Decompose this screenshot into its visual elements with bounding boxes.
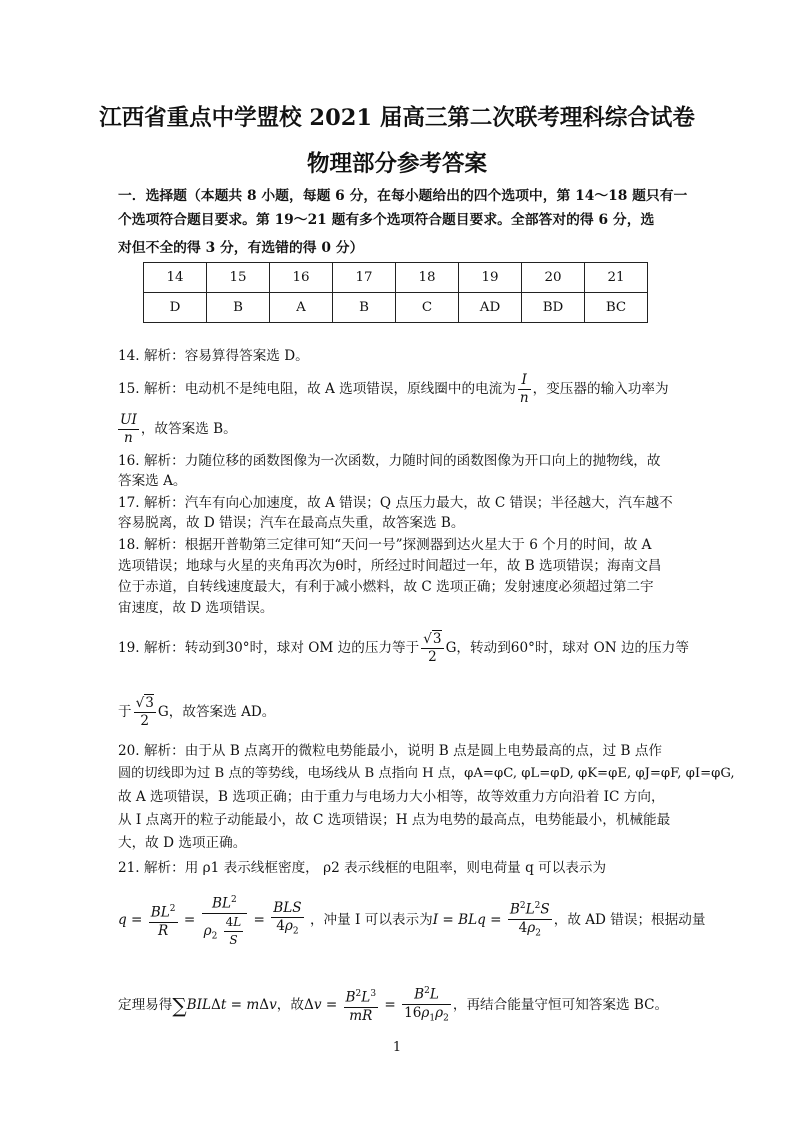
question-number: 20 (522, 263, 585, 293)
q18-explanation-line4: 宙速度，故 D 选项错误。 (118, 600, 274, 616)
q21-text: ，冲量 I 可以表示为 (309, 912, 433, 928)
answer-table-question-row (144, 263, 648, 293)
answer-cell: BD (522, 293, 585, 323)
question-number: 15 (207, 263, 270, 293)
q16-explanation-line2: 答案选 A。 (118, 473, 187, 489)
q19-text: 19. 解析：转动到30°时，球对 OM 边的压力等于 (118, 640, 420, 656)
question-number: 17 (333, 263, 396, 293)
q21-text: 定理易得 (118, 997, 173, 1013)
q21-text: ，故 AD 错误；根据动量 (553, 912, 706, 928)
q18-explanation-line2: 选项错误；地球与火星的夹角再次为θ时，所经过时间超过一年，故 B 选项错误；海南文昌 (118, 558, 662, 574)
section-header-line1: 一．选择题（本题共 8 小题，每题 6 分，在每小题给出的四个选项中，第 14～18 题只有一 (118, 188, 688, 204)
q19-text: G，转动到60°时，球对 ON 边的压力等 (445, 640, 689, 656)
answer-cell: B (333, 293, 396, 323)
q15-text: 15. 解析：电动机不是纯电阻，故 A 选项错误，原线圈中的电流为 (118, 381, 516, 397)
q20-explanation-line3: 故 A 选项错误，B 选项正确；由于重力与电场力大小相等，故等效重力方向沿着 IC 方向， (118, 789, 665, 805)
q18-explanation-line3: 位于赤道，自转线速度最大，有利于减小燃料，故 C 选项正确；发射速度必须超过第二宇 (118, 579, 654, 595)
page-number: 1 (392, 1040, 402, 1055)
q19-explanation-line2 (118, 692, 275, 732)
q20-explanation-line5: 大，故 D 选项正确。 (118, 835, 247, 851)
q20-explanation-line2: 圆的切线即为过 B 点的等势线，电场线从 B 点指向 H 点，φA=φC, φL=φD, φK=φE, φJ=φF, φI=φG, (118, 766, 735, 781)
fraction-i-over-n: $\frac{I}{n}$ (519, 372, 529, 406)
question-number: 18 (396, 263, 459, 293)
q14-explanation: 14. 解析：容易算得答案选 D。 (118, 348, 309, 364)
equation-charge: q = $\frac{BL^2}{R}$ = $BL^2$ $\rho_2$ $\frac{4L}{S}$ = $\frac{\text{BLS}}{4\rho_2}$ (118, 912, 310, 928)
fraction-sqrt3-over-2: $\frac{√3}{2}$ (135, 695, 154, 729)
answer-table-answer-row (144, 293, 648, 323)
answer-table (143, 262, 648, 323)
q15-text: ，故答案选 B。 (140, 421, 237, 437)
answer-cell: D (144, 293, 207, 323)
q21-momentum-line (118, 982, 668, 1029)
q15-text: ，变压器的输入功率为 (532, 381, 669, 397)
question-number: 16 (270, 263, 333, 293)
equation-momentum: ∑BILΔt = mΔv (172, 993, 277, 1018)
q16-explanation-line1: 16. 解析：力随位移的函数图像为一次函数，力随时间的函数图像为开口向上的抛物线，故 (118, 453, 661, 469)
q21-text: ，再结合能量守恒可知答案选 BC。 (452, 997, 669, 1013)
question-number: 14 (144, 263, 207, 293)
q15-explanation-line1 (118, 372, 669, 407)
q19-explanation-line1 (118, 628, 689, 668)
q17-explanation-line1: 17. 解析：汽车有向心加速度，故 A 错误；Q 点压力最大，故 C 错误；半径越大，汽车越不 (118, 495, 673, 511)
section-header-line2: 个选项符合题目要求。第 19～21 题有多个选项符合题目要求。全部答对的得 6 分，选 (118, 212, 655, 228)
q20-explanation-line1: 20. 解析：由于从 B 点离开的微粒电势能最小，说明 B 点是圆上电势最高的点，过 B 点作 (118, 743, 663, 759)
section-header-line3: 对但不全的得 3 分，有选错的得 0 分） (118, 240, 364, 256)
question-number: 19 (459, 263, 522, 293)
document-subtitle: 物理部分参考答案 (306, 151, 487, 177)
equation-delta-v: Δv = $\frac{B^2L^3}{mR}$ = $\frac{B^2L}{16\rho_1\rho_2}$ (304, 997, 453, 1013)
document-title: 江西省重点中学盟校 2021 届高三第二次联考理科综合试卷 (99, 105, 695, 131)
question-number: 21 (585, 263, 648, 293)
q17-explanation-line2: 容易脱离，故 D 错误；汽车在最高点失重，故答案选 B。 (118, 515, 465, 531)
fraction-sqrt3-over-2: $\frac{√3}{2}$ (423, 631, 442, 665)
answer-cell: C (396, 293, 459, 323)
answer-cell: BC (585, 293, 648, 323)
q15-explanation-line2 (118, 412, 237, 447)
q20-explanation-line4: 从 I 点离开的粒子动能最小，故 C 选项错误；H 点为电势的最高点，电势能最小，机械能最 (118, 812, 671, 828)
q21-equation-line (118, 892, 705, 949)
fraction-ui-over-n: $\frac{UI}{n}$ (120, 412, 137, 446)
q18-explanation-line1: 18. 解析：根据开普勒第三定律可知“天问一号”探测器到达火星大于 6 个月的时间，故 A (118, 537, 652, 553)
q19-text: G，故答案选 AD。 (157, 704, 276, 720)
equation-impulse: I = BLq = $\frac{B^2L^2S}{4\rho_2}$ (433, 912, 554, 928)
q21-explanation-line1: 21. 解析：用 ρ1 表示线框密度， ρ2 表示线框的电阻率，则电荷量 q 可以表示为 (118, 860, 607, 876)
q19-text: 于 (118, 704, 132, 720)
q21-text: ，故 (276, 997, 304, 1013)
answer-cell: AD (459, 293, 522, 323)
answer-cell: A (270, 293, 333, 323)
answer-cell: B (207, 293, 270, 323)
